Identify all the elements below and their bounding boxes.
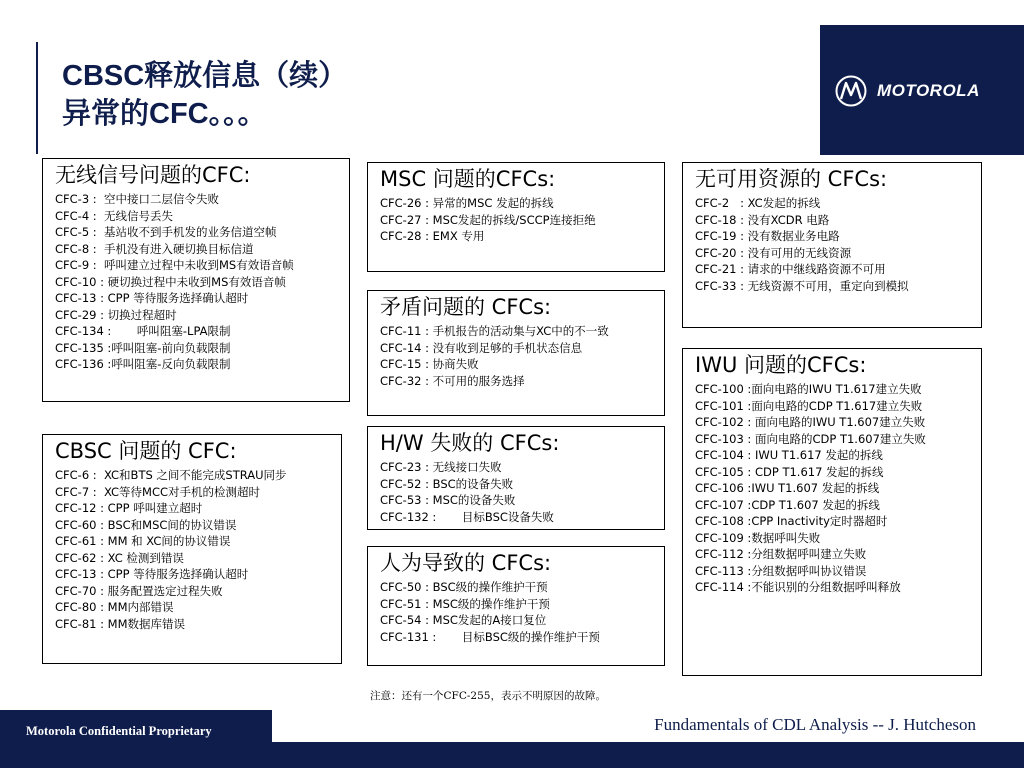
cfc-item <box>695 513 973 530</box>
title-line-1: CBSC释放信息（续） <box>62 60 348 92</box>
cfc-description: BSC级的操作维护干预 <box>432 580 548 594</box>
cfc-item <box>695 447 973 464</box>
cfc-code: CFC-32 : <box>380 373 433 388</box>
cfc-code: CFC-70 : <box>55 583 108 598</box>
cfc-code: CFC-20 : <box>695 245 748 260</box>
footer-bottom-stripe <box>0 752 1024 768</box>
cfc-description: 请求的中继线路资源不可用 <box>747 262 886 276</box>
cfc-description: EMX 专用 <box>432 229 485 243</box>
cfc-code: CFC-105 : <box>695 464 755 479</box>
cfc-code: CFC-50 : <box>380 580 433 594</box>
cfc-description: 目标BSC级的操作维护干预 <box>461 629 600 644</box>
box-title: 人为导致的 CFCs: <box>380 551 552 575</box>
cfc-item <box>55 583 333 600</box>
cfc-code: CFC-135 : <box>55 340 112 355</box>
cfc-code: CFC-23 : <box>380 460 433 474</box>
human-cfc-box <box>367 546 665 666</box>
cfc-description: 切换过程超时 <box>107 307 177 322</box>
cfc-description: 分组数据呼叫协议错误 <box>751 563 867 578</box>
cfc-description: CPP 等待服务选择确认超时 <box>107 567 249 581</box>
box-title: 无线信号问题的CFC: <box>55 163 251 187</box>
cfc-description: 呼叫阻塞-反向负载限制 <box>111 357 231 371</box>
cfc-code: CFC-53 : <box>380 493 433 507</box>
cfc-item <box>380 340 656 357</box>
cfc-item <box>55 290 341 307</box>
cfc-code: CFC-112 : <box>695 547 752 561</box>
cfc-code: CFC-102 : <box>695 415 755 429</box>
cfc-code: CFC-2 : <box>695 196 748 210</box>
cfc-code: CFC-103 : <box>695 431 755 446</box>
cfc-description: 无线信号丢失 <box>103 208 173 223</box>
cfc-item <box>695 480 973 497</box>
cfc-code: CFC-80 : <box>55 600 108 614</box>
cfc-code: CFC-28 : <box>380 229 433 243</box>
cfc-code: CFC-14 : <box>380 340 433 355</box>
cfc-code: CFC-101 : <box>695 398 752 413</box>
cfc-item <box>55 257 341 274</box>
cfc-description: XC发起的拆线 <box>747 196 821 210</box>
cfc-code: CFC-27 : <box>380 212 433 227</box>
cfc-item <box>55 599 333 616</box>
cfc-item <box>695 579 973 596</box>
cfc-description: CDP T1.617 发起的拆线 <box>754 464 884 479</box>
footer-bar <box>0 710 1024 768</box>
cfc-description: 空中接口二层信令失败 <box>103 192 219 206</box>
cfc-code: CFC-136 : <box>55 357 112 371</box>
title-divider <box>36 42 38 154</box>
cfc-code: CFC-33 : <box>695 278 748 293</box>
logo-text: MOTOROLA <box>877 81 980 100</box>
cfc-description: BSC的设备失败 <box>432 476 514 491</box>
cfc-code: CFC-113 : <box>695 563 752 578</box>
cfc-code: CFC-134 : <box>55 324 137 338</box>
cfc-item <box>55 323 341 340</box>
cfc-code: CFC-7 : <box>55 484 104 499</box>
motorola-logo <box>835 75 980 107</box>
cfc-item <box>380 596 656 613</box>
cfc-code: CFC-10 : <box>55 274 108 289</box>
cfc-item <box>380 212 656 229</box>
cfc-list <box>695 195 973 294</box>
cfc-description: CPP Inactivity定时器超时 <box>751 514 888 528</box>
cfc-code: CFC-114 : <box>695 580 752 594</box>
cfc-code: CFC-15 : <box>380 357 433 371</box>
cfc-code: CFC-8 : <box>55 241 104 256</box>
cfc-item <box>55 241 341 258</box>
cfc-code: CFC-26 : <box>380 196 433 210</box>
wireless-cfc-box <box>42 158 350 402</box>
title-line-2: 异常的CFC。。。 <box>62 98 267 130</box>
cfc-code: CFC-104 : <box>695 448 755 462</box>
cfc-code: CFC-106 : <box>695 481 752 495</box>
cfc-code: CFC-108 : <box>695 514 752 528</box>
cfc-code: CFC-132 : <box>380 509 462 524</box>
footnote: 注意：还有一个CFC-255，表示不明原因的故障。 <box>370 690 606 702</box>
box-title: 矛盾问题的 CFCs: <box>380 295 552 319</box>
cfc-description: 协商失败 <box>432 357 479 371</box>
cfc-description: IWU T1.607 发起的拆线 <box>751 481 880 495</box>
cfc-item <box>695 212 973 229</box>
cfc-description: 呼叫阻塞-LPA限制 <box>136 324 231 338</box>
cfc-description: MSC发起的拆线/SCCP连接拒绝 <box>432 212 596 227</box>
cfc-item <box>380 476 656 493</box>
cfc-item <box>380 509 656 526</box>
cfc-code: CFC-61 : <box>55 534 108 548</box>
cfc-description: MM 和 XC间的协议错误 <box>107 534 231 548</box>
cbsc-cfc-box <box>42 434 342 664</box>
hw-cfc-box <box>367 426 665 530</box>
cfc-item <box>695 398 973 415</box>
msc-cfc-box <box>367 162 665 272</box>
cfc-item <box>55 274 341 291</box>
cfc-item <box>55 533 333 550</box>
cfc-description: 无线资源不可用，重定向到模拟 <box>747 278 909 293</box>
cfc-description: 没有XCDR 电路 <box>747 212 830 227</box>
cfc-description: 服务配置选定过程失败 <box>107 583 223 598</box>
cfc-description: 数据呼叫失败 <box>751 530 821 545</box>
cfc-item <box>55 566 333 583</box>
iwu-cfc-box <box>682 348 982 676</box>
cfc-item <box>55 208 341 225</box>
cfc-item <box>380 373 656 390</box>
cfc-item <box>55 550 333 567</box>
cfc-item <box>55 467 333 484</box>
conflict-cfc-box <box>367 290 665 416</box>
cfc-item <box>55 224 341 241</box>
cfc-code: CFC-52 : <box>380 476 433 491</box>
cfc-description: 异常的MSC 发起的拆线 <box>432 196 554 210</box>
course-label: Fundamentals of CDL Analysis -- J. Hutcheson <box>654 715 976 734</box>
cfc-code: CFC-3 : <box>55 192 104 206</box>
cfc-description: 没有数据业务电路 <box>747 229 840 243</box>
confidential-label: Motorola Confidential Proprietary <box>26 724 212 738</box>
cfc-list <box>695 381 973 596</box>
cfc-description: MM数据库错误 <box>107 616 185 631</box>
cfc-item <box>695 431 973 448</box>
cfc-list <box>55 467 333 632</box>
cfc-code: CFC-5 : <box>55 225 104 239</box>
cfc-description: XC 检测到错误 <box>107 550 184 565</box>
cfc-item <box>55 616 333 633</box>
footer-stripe <box>272 742 1024 752</box>
cfc-description: MSC发起的A接口复位 <box>432 613 547 627</box>
cfc-description: 没有收到足够的手机状态信息 <box>432 340 583 355</box>
cfc-code: CFC-18 : <box>695 212 748 227</box>
cfc-description: 手机报告的活动集与XC中的不一致 <box>432 324 609 338</box>
cfc-item <box>695 530 973 547</box>
cfc-item <box>380 612 656 629</box>
cfc-item <box>695 563 973 580</box>
cfc-description: 无线接口失败 <box>432 460 502 474</box>
cfc-item <box>55 500 333 517</box>
cfc-description: CDP T1.607 发起的拆线 <box>751 497 880 512</box>
cfc-description: 硬切换过程中未收到MS有效语音帧 <box>107 274 286 289</box>
cfc-description: MSC的设备失败 <box>432 493 516 507</box>
box-title: 无可用资源的 CFCs: <box>695 167 888 191</box>
cfc-item <box>695 497 973 514</box>
cfc-description: 面向电路的CDP T1.607建立失败 <box>754 431 926 446</box>
cfc-code: CFC-54 : <box>380 613 433 627</box>
cfc-description: BSC和MSC间的协议错误 <box>107 517 237 532</box>
cfc-code: CFC-9 : <box>55 258 104 272</box>
cfc-item <box>380 459 656 476</box>
cfc-item <box>380 356 656 373</box>
cfc-code: CFC-81 : <box>55 616 108 631</box>
cfc-item <box>55 356 341 373</box>
cfc-item <box>695 245 973 262</box>
cfc-item <box>380 629 656 646</box>
cfc-item <box>695 195 973 212</box>
page-title <box>62 57 347 133</box>
cfc-description: 没有可用的无线资源 <box>747 245 852 260</box>
cfc-list <box>380 323 656 389</box>
cfc-item <box>380 195 656 212</box>
cfc-list <box>55 191 341 373</box>
cfc-item <box>695 414 973 431</box>
cfc-description: 不可用的服务选择 <box>432 373 525 388</box>
cfc-description: 面向电路的CDP T1.617建立失败 <box>751 398 923 413</box>
cfc-code: CFC-11 : <box>380 324 433 338</box>
cfc-code: CFC-4 : <box>55 208 104 223</box>
cfc-item <box>695 381 973 398</box>
cfc-item <box>55 340 341 357</box>
cfc-code: CFC-13 : <box>55 567 108 581</box>
cfc-description: MSC级的操作维护干预 <box>432 596 550 611</box>
cfc-description: 手机没有进入硬切换目标信道 <box>103 241 254 256</box>
cfc-description: 基站收不到手机发的业务信道空帧 <box>103 225 277 239</box>
cfc-item <box>380 323 656 340</box>
cfc-description: XC等待MCC对手机的检测超时 <box>103 484 261 499</box>
cfc-description: 不能识别的分组数据呼叫释放 <box>751 580 901 594</box>
cfc-item <box>695 464 973 481</box>
cfc-code: CFC-62 : <box>55 550 108 565</box>
cfc-description: 面向电路的IWU T1.617建立失败 <box>751 382 922 396</box>
cfc-code: CFC-6 : <box>55 468 104 482</box>
cfc-code: CFC-51 : <box>380 596 433 611</box>
cfc-description: XC和BTS 之间不能完成STRAU同步 <box>103 468 287 482</box>
motorola-batwing-icon <box>835 75 867 107</box>
cfc-description: CPP 等待服务选择确认超时 <box>107 291 249 305</box>
cfc-description: CPP 呼叫建立超时 <box>107 501 203 515</box>
cfc-list <box>380 195 656 245</box>
cfc-description: 面向电路的IWU T1.607建立失败 <box>754 415 926 429</box>
cfc-code: CFC-60 : <box>55 517 108 532</box>
cfc-item <box>695 546 973 563</box>
cfc-item <box>55 191 341 208</box>
cfc-item <box>380 492 656 509</box>
cfc-item <box>55 517 333 534</box>
cfc-code: CFC-21 : <box>695 262 748 276</box>
cfc-description: IWU T1.617 发起的拆线 <box>754 448 883 462</box>
box-title: CBSC 问题的 CFC: <box>55 439 237 463</box>
cfc-code: CFC-131 : <box>380 629 462 644</box>
cfc-description: 呼叫阻塞-前向负载限制 <box>111 340 231 355</box>
cfc-code: CFC-13 : <box>55 291 108 305</box>
box-title: H/W 失败的 CFCs: <box>380 431 560 455</box>
cfc-item <box>380 579 656 596</box>
cfc-item <box>380 228 656 245</box>
cfc-description: 呼叫建立过程中未收到MS有效语音帧 <box>103 258 294 272</box>
cfc-item <box>55 307 341 324</box>
cfc-item <box>55 484 333 501</box>
cfc-code: CFC-109 : <box>695 530 752 545</box>
cfc-item <box>695 228 973 245</box>
box-title: IWU 问题的CFCs: <box>695 353 867 377</box>
cfc-description: 分组数据呼叫建立失败 <box>751 547 867 561</box>
cfc-item <box>695 278 973 295</box>
box-title: MSC 问题的CFCs: <box>380 167 556 191</box>
cfc-description: 目标BSC设备失败 <box>461 509 554 524</box>
cfc-list <box>380 579 656 645</box>
cfc-description: MM内部错误 <box>107 600 174 614</box>
cfc-list <box>380 459 656 525</box>
cfc-code: CFC-19 : <box>695 229 748 243</box>
resource-cfc-box <box>682 162 982 328</box>
cfc-code: CFC-29 : <box>55 307 108 322</box>
cfc-item <box>695 261 973 278</box>
cfc-code: CFC-12 : <box>55 501 108 515</box>
cfc-code: CFC-100 : <box>695 382 752 396</box>
cfc-code: CFC-107 : <box>695 497 752 512</box>
